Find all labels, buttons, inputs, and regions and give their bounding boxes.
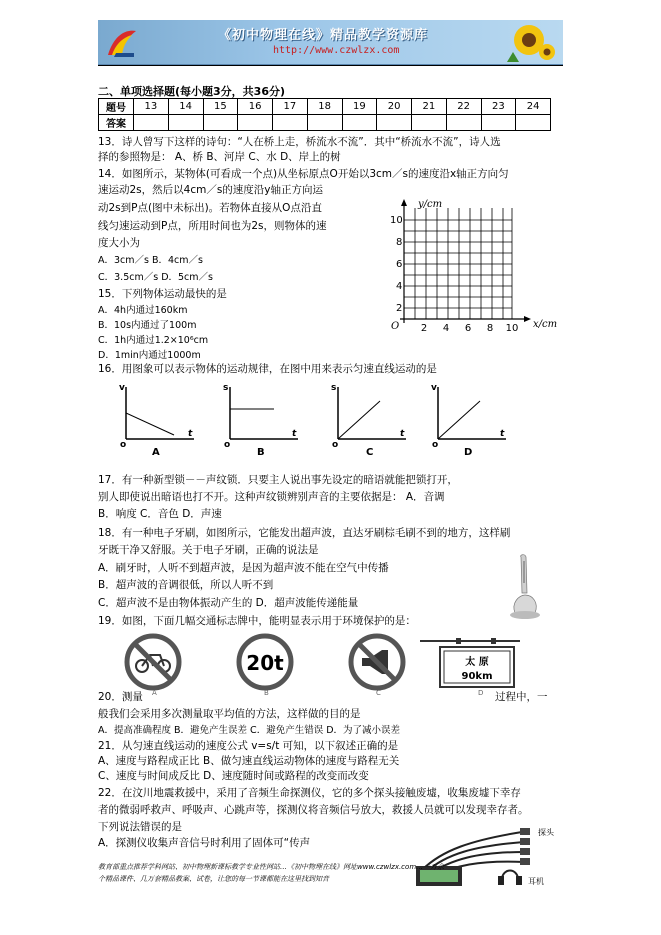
table-cell: 21 (412, 99, 447, 115)
y-tick: 2 (396, 303, 403, 314)
svg-text:v: v (431, 383, 437, 393)
svg-text:t: t (400, 429, 405, 439)
weight-limit-text: 20t (246, 651, 284, 675)
table-cell: 17 (273, 99, 308, 115)
q14-line2: 速运动2s，然后以4cm／s的速度沿y轴正方向运 (98, 184, 324, 196)
table-cell: 23 (481, 99, 516, 115)
table-cell: 20 (377, 99, 412, 115)
sign-label-d: D (478, 689, 484, 697)
q13-line1: 13．诗人曾写下这样的诗句：“人在桥上走，桥流水不流”．其中“桥流水不流”，诗人选 (98, 136, 501, 148)
graph-label-a: A (152, 447, 160, 458)
y-tick: 6 (396, 259, 403, 270)
answer-table-answer-row (99, 115, 551, 131)
sign-label-b: B (264, 689, 269, 697)
table-cell: 18 (307, 99, 342, 115)
distance-sign (420, 638, 520, 687)
graph-label-b: B (257, 447, 265, 458)
q13-line2: 择的参照物是： A、桥 B、河岸 C、水 D、岸上的树 (98, 151, 341, 163)
distance-sign-city: 太 原 (465, 657, 489, 668)
q15-line1: 15．下列物体运动最快的是 (98, 288, 227, 300)
svg-text:o: o (432, 440, 439, 450)
q20-line1b: 过程中，一 (495, 691, 548, 703)
table-row-label: 题号 (99, 99, 134, 115)
q21-line3: C、速度与时间成反比 D、速度随时间或路程的改变而改变 (98, 770, 369, 782)
q15-option-c: C．1h内通过1.2×10⁶cm (98, 335, 209, 346)
q14-line4: 线匀速运动到P点，所用时间也为2s，则物体的速 (98, 220, 327, 232)
banner-title: 《初中物理在线》精品教学资源库 (218, 28, 429, 43)
q17-line2: 别人即使说出暗语也打不开。这种声纹锁辨别声音的主要依据是： A．音调 (98, 491, 445, 503)
q16-line1: 16．用图象可以表示物体的运动规律，在图中用来表示匀速直线运动的是 (98, 363, 437, 375)
footer-line2: 个精品课件、几万套精品教案、试卷，让您的每一节课都能在这里找到知音 (98, 875, 329, 883)
table-cell: 14 (168, 99, 203, 115)
x-tick: 6 (464, 323, 472, 334)
distance-sign-km: 90km (461, 671, 493, 682)
footer-line1: 教育部重点推荐学科网站、初中物理新课标教学专业性网站…《初中物理在线》网址www.czwlzx.com…一万余 (98, 863, 445, 871)
y-tick: 4 (396, 281, 403, 292)
svg-text:o: o (224, 440, 231, 450)
traffic-signs (120, 633, 520, 693)
x-tick: 10 (505, 323, 519, 334)
answer-table (98, 98, 551, 131)
answer-cell[interactable] (412, 115, 447, 131)
answer-cell[interactable] (203, 115, 238, 131)
q14-line3: 动2s到P点(图中未标出)。若物体直接从O点沿直 (98, 202, 322, 214)
svg-text:t: t (500, 429, 505, 439)
q20-line2: 般我们会采用多次测量取平均值的方法，这样做的目的是 (98, 708, 361, 720)
q17-line3: B．响度 C．音色 D．声速 (98, 508, 222, 520)
x-axis-label: x/cm (533, 319, 558, 330)
q20-line1a: 20．测量 (98, 691, 143, 703)
table-cell: 24 (516, 99, 551, 115)
answer-cell[interactable] (238, 115, 273, 131)
x-tick: 2 (420, 323, 428, 334)
section-title: 二、单项选择题(每小题3分，共36分) (98, 85, 286, 98)
answer-cell[interactable] (377, 115, 412, 131)
q15-option-a: A．4h内通过160km (98, 305, 188, 316)
table-cell: 13 (134, 99, 169, 115)
y-tick: 8 (396, 237, 403, 248)
sign-label-a: A (152, 689, 157, 697)
x-tick: 8 (486, 323, 494, 334)
answer-cell[interactable] (342, 115, 377, 131)
svg-text:t: t (292, 429, 297, 439)
q14-line5: 度大小为 (98, 237, 140, 249)
graph-label-c: C (366, 447, 374, 458)
weight-limit-sign (239, 636, 291, 688)
table-cell: 22 (446, 99, 481, 115)
q14-options-ab: A．3cm／s B．4cm／s (98, 255, 203, 266)
answer-table-header-row (99, 99, 551, 115)
origin-label: O (391, 321, 400, 332)
q19-line1: 19．如图，下面几幅交通标志牌中，能明显表示用于环境保护的是： (98, 615, 416, 627)
answer-cell[interactable] (273, 115, 308, 131)
q22-line4: A．探测仪收集声音信号时利用了固体可“传声 (98, 837, 311, 849)
svg-text:t: t (188, 429, 193, 439)
logo-icon (104, 25, 140, 59)
svg-text:s: s (331, 383, 337, 393)
q20-options: A．提高准确程度 B．避免产生误差 C．避免产生错误 D．为了减小误差 (98, 725, 401, 736)
svg-text:o: o (332, 440, 339, 450)
banner-url[interactable]: http://www.czwlzx.com (273, 45, 400, 56)
q22-line1: 22．在汶川地震救援中，采用了音频生命探测仪，它的多个探头接触废墟，收集废墟下幸存 (98, 787, 521, 799)
table-cell: 19 (342, 99, 377, 115)
probe-label: 探头 (538, 828, 554, 837)
table-cell: 15 (203, 99, 238, 115)
q18-option-b: B．超声波的音调很低，所以人听不到 (98, 579, 274, 591)
q17-line1: 17．有一种新型锁－－声纹锁．只要主人说出事先设定的暗语就能把锁打开， (98, 474, 458, 486)
q22-line2: 者的微弱呼救声、呼吸声、心跳声等，探测仪将音频信号放大，救援人员就可以发现幸存者。 (98, 804, 529, 816)
coordinate-grid (388, 198, 568, 336)
y-axis-arrow (401, 199, 407, 206)
answer-cell[interactable] (481, 115, 516, 131)
q14-options-cd: C．3.5cm／s D．5cm／s (98, 272, 213, 283)
q18-line1: 18．有一种电子牙刷，如图所示，它能发出超声波，直达牙刷棕毛刷不到的地方，这样刷 (98, 527, 511, 539)
no-horn-sign-icon (351, 636, 403, 688)
table-cell: 16 (238, 99, 273, 115)
y-axis-label: y/cm (418, 199, 443, 210)
electric-toothbrush-icon (507, 553, 543, 623)
sign-label-c: C (376, 689, 381, 697)
q18-line2: 牙既干净又舒服。关于电子牙刷，正确的说法是 (98, 544, 319, 556)
y-tick: 10 (390, 215, 403, 226)
answer-cell[interactable] (168, 115, 203, 131)
header-rule (98, 65, 563, 66)
svg-text:v: v (119, 383, 125, 393)
answer-cell[interactable] (134, 115, 169, 131)
q21-line2: A、速度与路程成正比 B、做匀速直线运动物体的速度与路程无关 (98, 755, 400, 767)
q15-option-b: B．10s内通过了100m (98, 320, 197, 331)
q14-line1: 14．如图所示，某物体(可看成一个点)从坐标原点O开始以3cm／s的速度沿x轴正方向匀 (98, 168, 509, 180)
answer-cell[interactable] (516, 115, 551, 131)
q18-option-a: A．刷牙时，人听不到超声波，是因为超声波不能在空气中传播 (98, 562, 389, 574)
q22-line3: 下列说法错误的是 (98, 821, 182, 833)
answer-cell[interactable] (307, 115, 342, 131)
graph-label-d: D (464, 447, 473, 458)
x-tick: 4 (442, 323, 450, 334)
svg-text:o: o (120, 440, 127, 450)
svg-text:s: s (223, 383, 229, 393)
q21-line1: 21．从匀速直线运动的速度公式 v=s/t 可知，以下叙述正确的是 (98, 740, 399, 752)
table-row-label: 答案 (99, 115, 134, 131)
no-bicycle-sign-icon (127, 636, 179, 688)
grid-lines (404, 208, 512, 319)
x-axis-arrow (524, 316, 531, 322)
q15-option-d: D．1min内通过1000m (98, 350, 201, 361)
earphone-label: 耳机 (528, 877, 544, 886)
header-banner (98, 20, 563, 65)
q18-option-cd: C．超声波不是由物体振动产生的 D．超声波能传递能量 (98, 597, 359, 609)
sunflower-icon (499, 22, 555, 62)
answer-cell[interactable] (446, 115, 481, 131)
